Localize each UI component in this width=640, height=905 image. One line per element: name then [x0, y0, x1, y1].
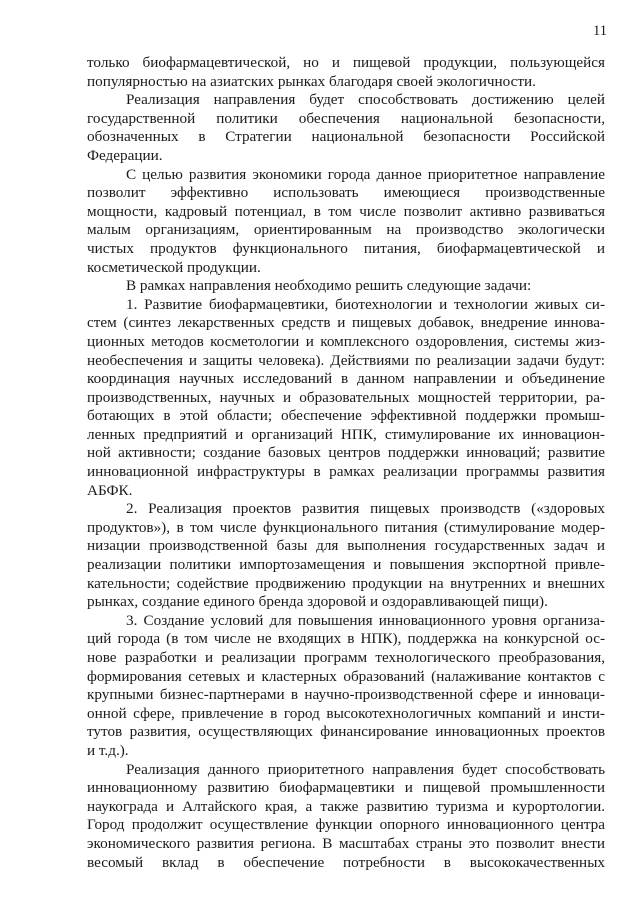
- text-line: малым организациям, ориентированным на производство экологически: [87, 221, 605, 239]
- text-line: 1. Развитие биофармацевтики, биотехнологии и технологии живых си-: [126, 295, 605, 313]
- text-line: Реализация направления будет способствовать достижению целей: [126, 91, 605, 109]
- text-line: С целью развития экономики города данное приоритетное направление: [126, 165, 605, 183]
- paragraph: [87, 91, 605, 165]
- paragraph-text: [87, 500, 605, 612]
- text-line: только биофармацевтической, но и пищевой продукции, пользующейся: [87, 54, 605, 71]
- text-line: стем (синтез лекарственных средств и пищевых добавок, внедрение иннова-: [87, 314, 605, 332]
- paragraph: [87, 54, 605, 91]
- text-line: популярностью на азиатских рынках благодаря своей экологичности.: [87, 72, 536, 90]
- text-line: В рамках направления необходимо решить следующие задачи:: [126, 277, 532, 295]
- paragraph-text: [87, 166, 605, 278]
- text-line: ций города (в том числе не входящих в НПК), поддержка на конкурсной ос-: [87, 630, 605, 648]
- paragraph: [87, 166, 605, 278]
- paragraph-text: [87, 761, 605, 873]
- text-line: кательности; содействие продвижению продукции на внутренних и внешних: [87, 574, 605, 592]
- text-line: обозначенных в Стратегии национальной безопасности Российской: [87, 128, 605, 146]
- paragraph-text: [87, 54, 605, 91]
- text-line: производственных, научных и образовательных мощностей территории, ра-: [87, 388, 605, 406]
- text-line: ционных методов косметологии и комплексного оздоровления, системы жиз-: [87, 332, 605, 350]
- text-line: инновационному развитию биофармацевтики и пищевой промышленности: [87, 779, 605, 797]
- text-line: государственной политики обеспечения национальной безопасности,: [87, 109, 605, 127]
- text-line: экономического развития региона. В масштабах страны это позволит внести: [87, 834, 605, 852]
- paragraph: [87, 296, 605, 501]
- paragraph-text: [87, 277, 605, 296]
- text-line: Федерации.: [87, 146, 163, 164]
- paragraph: [87, 277, 605, 296]
- text-line: АБФК.: [87, 481, 133, 499]
- text-line: ной активности; создание базовых центров поддержки инноваций; развитие: [87, 444, 605, 462]
- text-line: и т.д.).: [87, 741, 129, 759]
- text-line: формирования сетевых и кластерных образований (налаживание контактов с: [87, 667, 605, 685]
- text-line: 3. Создание условий для повышения инновационного уровня организа-: [126, 611, 605, 629]
- text-line: инновационной инфраструктуры в рамках реализации программы развития: [87, 463, 605, 481]
- paragraph-text: [87, 612, 605, 761]
- text-line: крупными бизнес-партнерами в научно-производственной сфере и инноваци-: [87, 686, 605, 704]
- text-line: чистых продуктов функционального питания, биофармацевтической и: [87, 239, 605, 257]
- paragraph-text: [87, 296, 605, 501]
- text-line: позволит эффективно использовать имеющиеся производственные: [87, 184, 605, 202]
- text-line: рынках, создание единого бренда здоровой и оздоравливающей пищи).: [87, 593, 548, 611]
- text-line: Реализация данного приоритетного направления будет способствовать: [126, 760, 605, 778]
- text-line: ленных предприятий и организаций НПК, стимулирование их инновацион-: [87, 425, 605, 443]
- text-line: нове разработки и реализации программ технологического преобразования,: [87, 649, 605, 666]
- text-line: Город продолжит осуществление функции опорного инновационного центра: [87, 816, 605, 834]
- paragraph: [87, 500, 605, 612]
- document-body: [87, 54, 605, 872]
- text-line: косметической продукции.: [87, 258, 261, 276]
- text-line: мощности, кадровый потенциал, в том числе позволит активно развиваться: [87, 202, 605, 220]
- text-line: координация научных исследований в данном направлении и объединение: [87, 370, 605, 388]
- text-line: продуктов»), в том числе функционального питания (стимулирование модер-: [87, 518, 605, 536]
- text-line: наукограда и Алтайского края, а также развитию туризма и курортологии.: [87, 797, 605, 815]
- text-line: необеспечения и защиты человека). Действиями по реализации задачи будут:: [87, 351, 605, 369]
- page-number: 11: [593, 23, 607, 39]
- text-line: 2. Реализация проектов развития пищевых производств («здоровых: [126, 500, 605, 518]
- paragraph-text: [87, 91, 605, 165]
- text-line: онной сфере, привлечение в город высокотехнологичных компаний и инсти-: [87, 704, 605, 722]
- paragraph: [87, 612, 605, 761]
- paragraph: [87, 761, 605, 873]
- text-line: реализации политики импортозамещения и повышения экспортной привле-: [87, 556, 605, 574]
- text-line: весомый вклад в обеспечение потребности в высококачественных: [87, 853, 605, 871]
- text-line: низации производственной базы для выполнения государственных задач и: [87, 537, 605, 555]
- text-line: ботающих в этой области; обеспечение эффективной поддержки промыш-: [87, 407, 605, 425]
- text-line: тутов развития, осуществляющих финансирование инновационных проектов: [87, 723, 605, 741]
